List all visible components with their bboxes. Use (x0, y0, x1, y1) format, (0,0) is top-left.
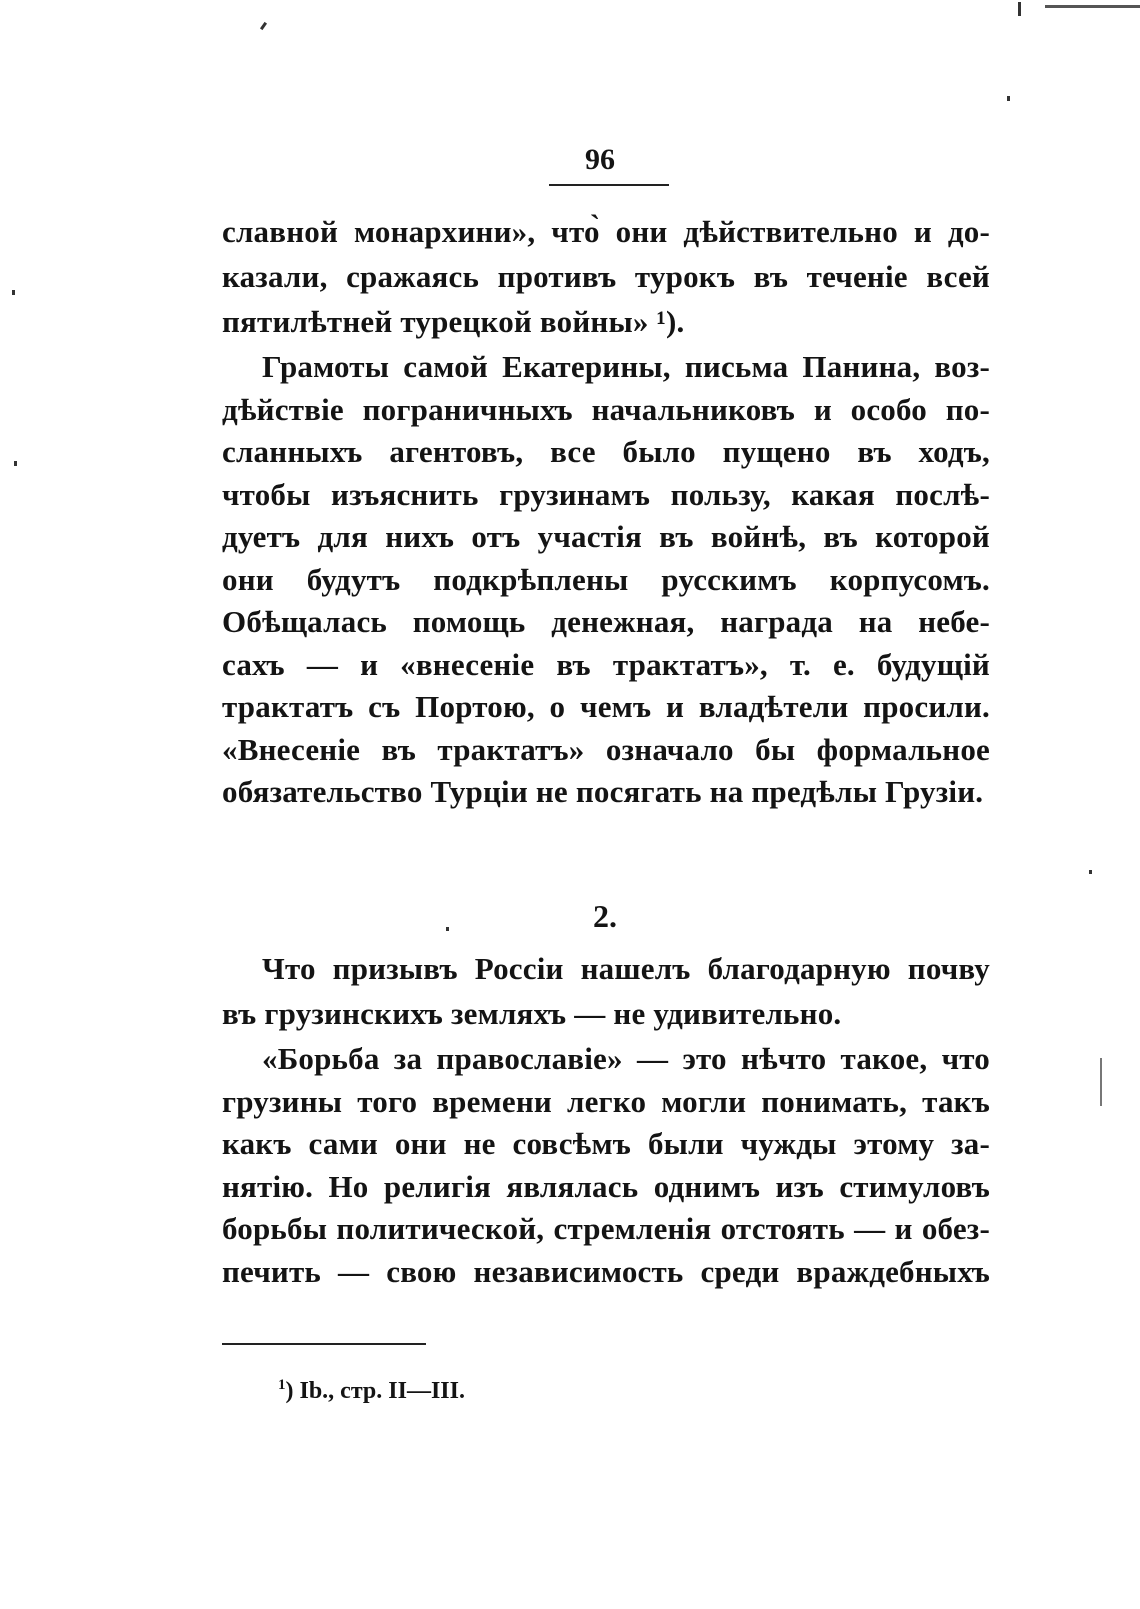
footnote-text: ) Ib., стр. II—III. (285, 1378, 465, 1404)
scan-speck (1007, 96, 1010, 101)
scan-speck (1045, 5, 1140, 8)
header-rule (549, 184, 669, 186)
text-line: какъ сами они не совсѣмъ были чужды этому за- (222, 1126, 990, 1161)
text-line: Что призывъ Россіи нашелъ благодарную почву (262, 951, 990, 986)
text-line: трактатъ съ Портою, о чемъ и владѣтели просили. (222, 689, 990, 724)
scan-speck (1089, 870, 1092, 874)
text-line: дѣйствіе пограничныхъ начальниковъ и особо по- (222, 392, 990, 427)
text-line: борьбы политической, стремленія отстоять — и обез- (222, 1211, 990, 1246)
scan-speck (1018, 2, 1021, 16)
scan-speck (14, 461, 17, 466)
text-line: сланныхъ агентовъ, все было пущено въ ходъ, (222, 434, 990, 469)
footnote-marker: 1 (278, 1377, 286, 1393)
text-line: въ грузинскихъ земляхъ — не удивительно. (222, 996, 842, 1031)
scan-speck (260, 22, 267, 30)
text-line: «Борьба за православіе» — это нѣчто такое, что (262, 1041, 990, 1076)
scan-speck (12, 290, 15, 295)
text-line: печить — свою независимость среди враждебныхъ (222, 1254, 990, 1289)
text-line: дуетъ для нихъ отъ участія въ войнѣ, въ которой (222, 519, 990, 554)
text-line: обязательство Турціи не посягать на предѣлы Грузіи. (222, 774, 984, 809)
text-line: грузины того времени легко могли понимать, такъ (222, 1084, 990, 1119)
scan-speck (1100, 1058, 1102, 1106)
text-line: чтобы изъяснить грузинамъ пользу, какая послѣ- (222, 477, 990, 512)
text-line: казали, сражаясь противъ турокъ въ теченіе всей (222, 259, 990, 294)
text-line: Обѣщалась помощь денежная, награда на небе- (222, 604, 990, 639)
text-line: нятію. Но религія являлась однимъ изъ стимуловъ (222, 1169, 990, 1204)
text-line: Грамоты самой Екатерины, письма Панина, воз- (262, 349, 990, 384)
text-line: пятилѣтней турецкой войны» ¹). (222, 304, 685, 339)
text-line: сахъ — и «внесеніе въ трактатъ», т. е. будущій (222, 647, 990, 682)
scan-speck (446, 927, 449, 931)
text-line: «Внесеніе въ трактатъ» означало бы формальное (222, 732, 990, 767)
section-number: 2. (593, 898, 617, 934)
page-number: 96 (585, 143, 615, 176)
text-line: они будутъ подкрѣплены русскимъ корпусомъ. (222, 562, 990, 597)
footnote (278, 1368, 465, 1408)
footnote-rule (222, 1343, 426, 1345)
text-line: славной монархини», что̀ они дѣйствительно и до- (222, 214, 990, 249)
